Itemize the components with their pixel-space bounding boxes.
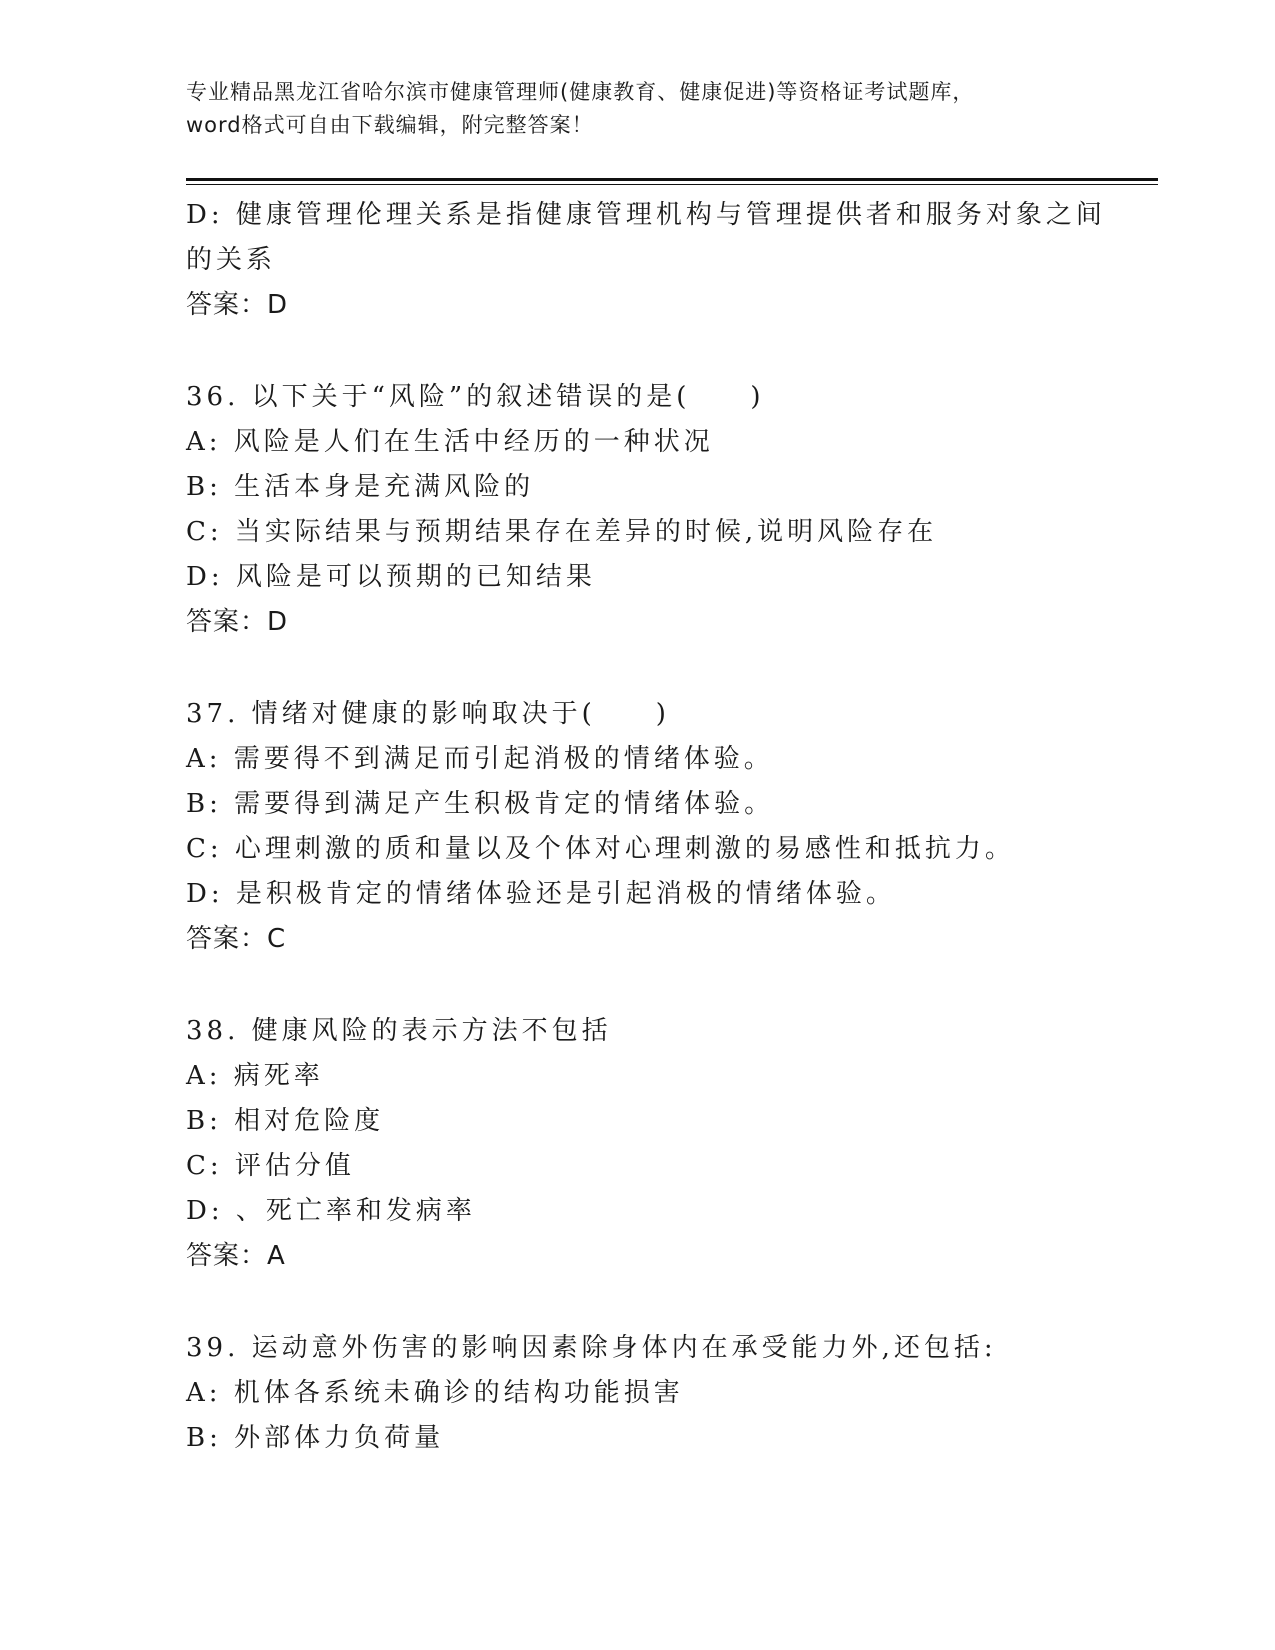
option-d: D: 风险是可以预期的已知结果: [186, 562, 596, 592]
answer-line: 答案：D: [186, 290, 289, 320]
question-stem: 37. 情绪对健康的影响取决于( ): [186, 699, 670, 729]
answer-line: 答案：A: [186, 1241, 286, 1271]
question-39: [186, 1326, 1146, 1461]
document-header: [186, 76, 1086, 142]
option-d: D: 健康管理伦理关系是指健康管理机构与管理提供者和服务对象之间: [186, 200, 1106, 230]
header-divider-thick: [186, 178, 1158, 181]
answer-line: 答案：C: [186, 924, 287, 954]
header-line-2: word格式可自由下载编辑，附完整答案！: [186, 113, 594, 137]
header-divider-thin: [186, 184, 1158, 185]
header-line-1: 专业精品黑龙江省哈尔滨市健康管理师(健康教育、健康促进)等资格证考试题库，: [186, 80, 975, 104]
question-stem: 38. 健康风险的表示方法不包括: [186, 1016, 612, 1046]
option-a: A: 风险是人们在生活中经历的一种状况: [186, 427, 714, 457]
option-b: B: 需要得到满足产生积极肯定的情绪体验。: [186, 789, 775, 819]
option-d-continued: 的关系: [186, 245, 277, 275]
prev-question-tail: [186, 193, 1146, 328]
option-b: B: 生活本身是充满风险的: [186, 472, 535, 502]
option-a: A: 病死率: [186, 1061, 324, 1091]
question-stem: 36. 以下关于“风险”的叙述错误的是( ): [186, 382, 765, 412]
option-c: C: 心理刺激的质和量以及个体对心理刺激的易感性和抵抗力。: [186, 834, 1015, 864]
question-38: [186, 1009, 1146, 1279]
option-d: D: 、死亡率和发病率: [186, 1196, 476, 1226]
question-content: [186, 193, 1146, 1461]
option-c: C: 评估分值: [186, 1151, 355, 1181]
option-b: B: 外部体力负荷量: [186, 1423, 445, 1453]
option-a: A: 机体各系统未确诊的结构功能损害: [186, 1378, 684, 1408]
option-c: C: 当实际结果与预期结果存在差异的时候,说明风险存在: [186, 517, 938, 547]
answer-line: 答案：D: [186, 607, 289, 637]
option-a: A: 需要得不到满足而引起消极的情绪体验。: [186, 744, 774, 774]
option-b: B: 相对危险度: [186, 1106, 385, 1136]
question-stem: 39. 运动意外伤害的影响因素除身体内在承受能力外,还包括:: [186, 1333, 997, 1363]
question-36: [186, 375, 1146, 645]
option-d: D: 是积极肯定的情绪体验还是引起消极的情绪体验。: [186, 879, 896, 909]
question-37: [186, 692, 1146, 962]
